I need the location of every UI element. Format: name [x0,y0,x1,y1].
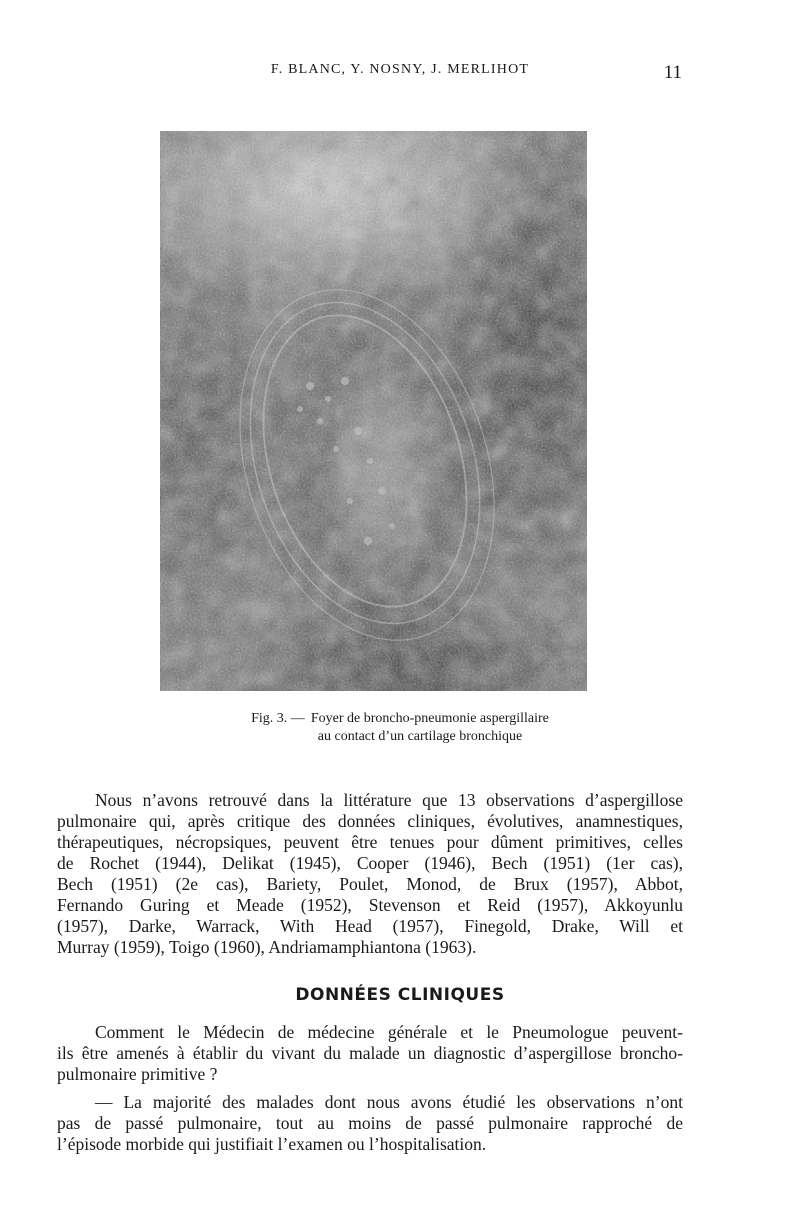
text-line: Comment le Médecin de médecine générale et le Pneumologue peuvent- [95,1022,683,1042]
text-line: — La majorité des malades dont nous avons étudié les observations n’ont [95,1092,683,1112]
micrograph-image [160,131,587,691]
text-line: Fernando Guring et Meade (1952), Stevenson et Reid (1957), Akkoyunlu [57,895,683,915]
text-line: (1957), Darke, Warrack, With Head (1957), Finegold, Drake, Will et [57,916,683,936]
text-line: Murray (1959), Toigo (1960), Andriamamphiantona (1963). [57,937,477,957]
section-heading: DONNÉES CLINIQUES [295,985,505,1005]
text-line: pulmonaire qui, après critique des données cliniques, évolutives, anamnestiques, [57,811,683,831]
paragraph-literature [57,790,683,958]
caption-line-1 [0,710,800,728]
text-line: Bech (1951) (2e cas), Bariety, Poulet, Monod, de Brux (1957), Abbot, [57,874,683,894]
text-line: Nous n’avons retrouvé dans la littérature que 13 observations d’aspergillose [95,790,683,810]
paragraph-question [57,1022,683,1085]
caption-label: Fig. 3. — [251,711,305,726]
figure-caption [0,710,800,746]
paragraph-answer [57,1092,683,1155]
running-head: F. BLANC, Y. NOSNY, J. MERLIHOT [270,62,530,77]
page-number: 11 [663,62,682,83]
caption-text-1: Foyer de broncho-pneumonie aspergillaire [310,711,549,726]
text-line: de Rochet (1944), Delikat (1945), Cooper (1946), Bech (1951) (1er cas), [57,853,683,873]
figure-micrograph [160,131,587,691]
text-line: ils être amenés à établir du vivant du malade un diagnostic d’aspergillose broncho- [57,1043,683,1063]
text-line: thérapeutiques, nécropsiques, peuvent être tenues pour dûment primitives, celles [57,832,683,852]
text-line: pas de passé pulmonaire, tout au moins de passé pulmonaire rapproché de [57,1113,683,1133]
caption-line-2: au contact d’un cartilage bronchique [317,729,523,744]
text-line: l’épisode morbide qui justifiait l’examen ou l’hospitalisation. [57,1134,487,1154]
text-line: pulmonaire primitive ? [57,1064,218,1084]
